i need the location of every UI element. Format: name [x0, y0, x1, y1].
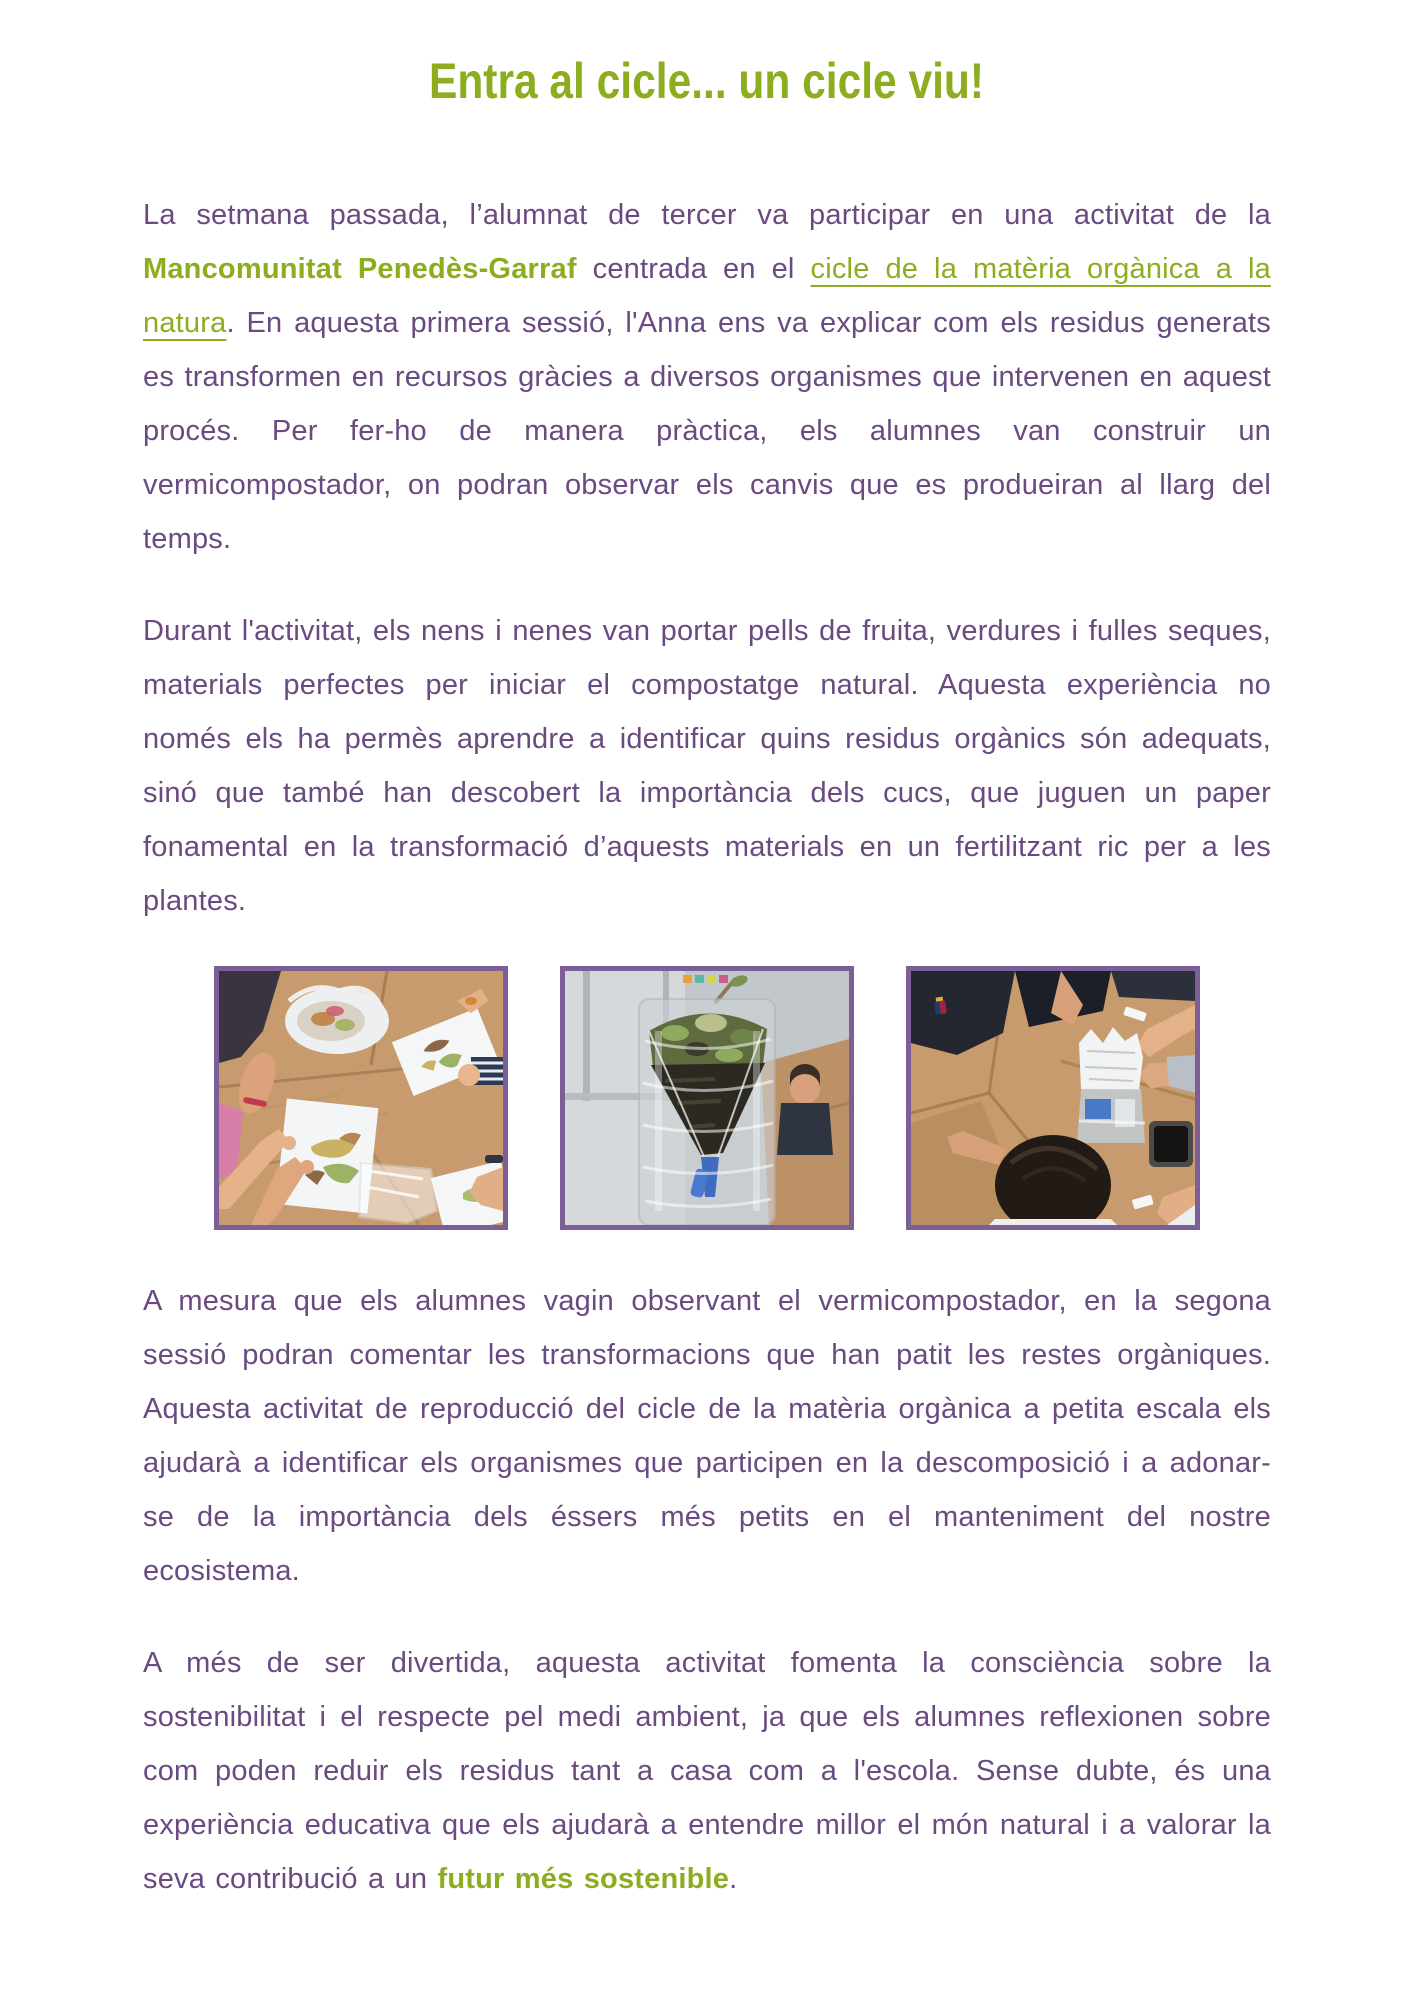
photo-row: [143, 966, 1271, 1230]
photo-bottle-vermicomposter-illustration: [565, 971, 849, 1225]
p4-text-c: .: [729, 1863, 738, 1895]
photo-filling-composter: [906, 966, 1200, 1230]
photo-sorting-organic-scraps: [214, 966, 508, 1230]
link-cicle-materia-organica[interactable]: cicle de la matèria orgànica a la natura: [143, 253, 1271, 339]
title-wrap: [0, 0, 1414, 118]
p4-text-a: A més de ser divertida, aquesta activitat fomenta la consciència sobre la sostenibilitat i el respecte pel medi ambient, ja que els alumnes reflexionen sobre com poden reduir els residus tant a casa com a l'escola. Sense dubte, és una experiència educativa que els ajudarà a entendre millor el món natural i a valorar la seva contribució a un: [143, 1647, 1271, 1895]
p4-futur-sostenible-highlight: futur més sostenible: [437, 1863, 730, 1895]
photo-sorting-organic-scraps-illustration: [219, 971, 503, 1225]
paragraph-1: [143, 188, 1271, 566]
p1-text-c: centrada en el: [576, 253, 811, 285]
page-title: Entra al cicle... un cicle viu!: [429, 53, 985, 109]
p1-text-a: La setmana passada, l’alumnat de tercer va participar en una activitat de la: [143, 199, 1271, 231]
article-content: [143, 188, 1271, 1906]
paragraph-3: A mesura que els alumnes vagin observant el vermicompostador, en la segona sessió podran comentar les transformacions que han patit les restes orgàniques. Aquesta activitat de reproducció del cicle de la matèria orgànica a petita escala els ajudarà a identificar els organismes que participen en la descomposició i a adonar-se de la importància dels éssers més petits en el manteniment del nostre ecosistema.: [143, 1285, 1271, 1587]
photo-bottle-vermicomposter: [560, 966, 854, 1230]
paragraph-2: Durant l'activitat, els nens i nenes van portar pells de fruita, verdures i fulles seques, materials perfectes per iniciar el compostatge natural. Aquesta experiència no només els ha permès aprendre a identificar quins residus orgànics són adequats, sinó que també han descobert la importància dels cucs, que juguen un paper fonamental en la transformació d’aquests materials en un fertilitzant ric per a les plantes.: [143, 615, 1271, 917]
photo-filling-composter-illustration: [911, 971, 1195, 1225]
paragraph-4: [143, 1636, 1271, 1906]
p1-mancomunitat-highlight: Mancomunitat Penedès-Garraf: [143, 253, 577, 285]
p1-text-e: . En aquesta primera sessió, l'Anna ens va explicar com els residus generats es transformen en recursos gràcies a diversos organismes que intervenen en aquest procés. Per fer-ho de manera pràctica, els alumnes van construir un vermicompostador, on podran observar els canvis que es produeiran al llarg del temps.: [143, 307, 1271, 555]
